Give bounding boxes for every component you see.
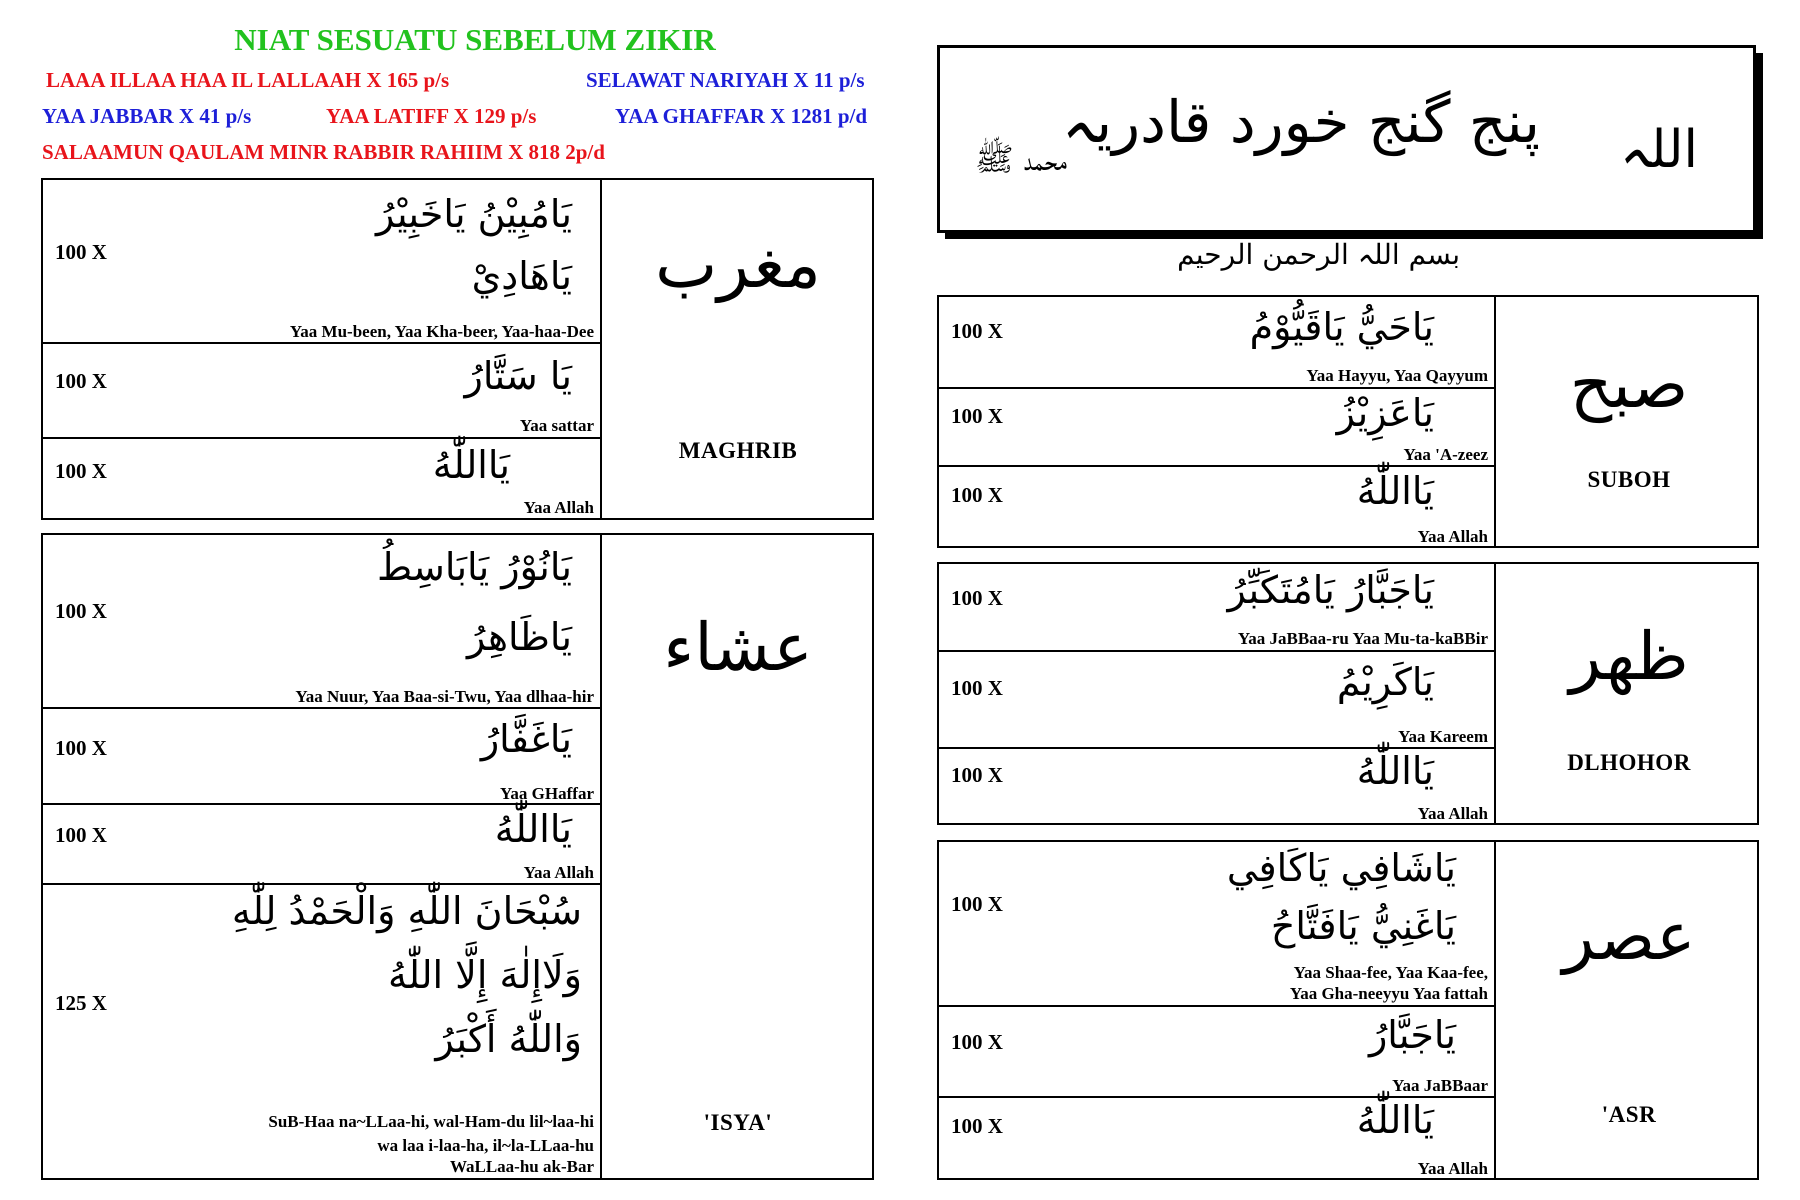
table-row: [939, 1007, 1494, 1098]
transliteration: Yaa JaBBaa-ru Yaa Mu-ta-kaBBir: [1237, 629, 1488, 648]
arabic-dhikr: يَاظَاهِرُ: [467, 615, 572, 659]
niat-line-4: YAA LATIFF X 129 p/s: [326, 104, 537, 128]
table-row: [43, 344, 600, 439]
count-label: 100 X: [951, 1114, 1003, 1138]
table-row: [43, 805, 600, 885]
prayer-name-arabic: ظهر: [1569, 618, 1689, 695]
count-label: 100 X: [951, 483, 1003, 507]
count-label: 100 X: [55, 240, 107, 264]
prayer-name: 'ISYA': [703, 1110, 773, 1135]
bismillah: بسم اللہ الرحمن الرحیم: [1177, 238, 1460, 271]
transliteration: WaLLaa-hu ak-Bar: [449, 1157, 594, 1176]
transliteration: Yaa JaBBaar: [1392, 1076, 1488, 1095]
count-label: 100 X: [55, 599, 107, 623]
niat-line-6: SALAAMUN QAULAM MINR RABBIR RAHIIM X 818 2p/d: [42, 140, 605, 164]
page-title: NIAT SESUATU SEBELUM ZIKIR: [234, 22, 716, 57]
table-row: [939, 389, 1494, 467]
niat-line-3: YAA JABBAR X 41 p/s: [42, 104, 252, 128]
isya-box: [41, 533, 874, 1180]
prayer-name-arabic: عصر: [1562, 898, 1696, 975]
prayer-name-arabic: مغرب: [655, 226, 821, 303]
arabic-dhikr: يَانُوْرُ يَابَاسِطُ: [376, 545, 572, 589]
arabic-dhikr: يَاشَافِي يَاكَافِي: [1226, 846, 1456, 890]
arabic-dhikr: يَاجَبَّارُ: [1368, 1013, 1456, 1057]
table-row: [43, 439, 600, 520]
count-label: 100 X: [951, 404, 1003, 428]
table-row: [939, 842, 1494, 1007]
maghrib-box: [41, 178, 874, 520]
arabic-dhikr: يَااللّٰهُ: [1356, 1098, 1434, 1142]
table-row: [939, 564, 1494, 652]
table-row: [939, 467, 1494, 548]
transliteration: wa laa i-laa-ha, il~la-LLaa-hu: [377, 1136, 594, 1155]
table-row: [939, 297, 1494, 389]
count-label: 100 X: [55, 369, 107, 393]
count-label: 100 X: [951, 586, 1003, 610]
transliteration: Yaa Gha-neeyyu Yaa fattah: [1289, 984, 1488, 1003]
transliteration: Yaa Shaa-fee, Yaa Kaa-fee,: [1293, 963, 1488, 982]
arabic-dhikr: يَاعَزِيْزُ: [1336, 391, 1434, 435]
prayer-name: 'ASR: [1601, 1102, 1657, 1127]
transliteration: Yaa 'A-zeez: [1403, 445, 1488, 464]
count-label: 100 X: [55, 459, 107, 483]
transliteration: SuB-Haa na~LLaa-hi, wal-Ham-du lil~laa-hi: [268, 1112, 594, 1131]
transliteration: Yaa Allah: [1417, 804, 1488, 823]
transliteration: Yaa Kareem: [1398, 727, 1488, 746]
transliteration: Yaa Nuur, Yaa Baa-si-Twu, Yaa dlhaa-hir: [295, 687, 594, 706]
arabic-dhikr: يَاهَادِيْ: [471, 254, 572, 298]
count-label: 100 X: [951, 892, 1003, 916]
transliteration: Yaa sattar: [519, 416, 594, 435]
count-label: 125 X: [55, 991, 107, 1015]
prayer-name: MAGHRIB: [678, 438, 798, 463]
arabic-dhikr: يَا سَتَّارُ: [464, 354, 572, 398]
arabic-dhikr: وَلَاإِلٰهَ إِلَّا اللّٰهُ: [387, 953, 582, 997]
count-label: 100 X: [55, 736, 107, 760]
niat-line-2: SELAWAT NARIYAH X 11 p/s: [586, 68, 865, 92]
prayer-name: DLHOHOR: [1567, 750, 1691, 775]
count-label: 100 X: [951, 676, 1003, 700]
count-label: 100 X: [951, 1030, 1003, 1054]
table-row: [43, 709, 600, 805]
transliteration: Yaa Allah: [523, 863, 594, 882]
arabic-dhikr: يَاغَفَّارُ: [480, 717, 572, 761]
table-row: [939, 1098, 1494, 1180]
muhammad-calligraphy: محمد ﷺ: [975, 140, 1068, 178]
allah-calligraphy: اللہ: [1620, 120, 1698, 180]
arabic-dhikr: يَااللّٰهُ: [1356, 749, 1434, 793]
count-label: 100 X: [55, 823, 107, 847]
niat-line-5: YAA GHAFFAR X 1281 p/d: [615, 104, 868, 128]
transliteration: Yaa GHaffar: [500, 784, 594, 803]
arabic-dhikr: يَامُبِيْنُ يَاخَبِيْرُ: [376, 192, 572, 236]
table-row: [43, 885, 600, 1180]
table-row: [939, 749, 1494, 825]
arabic-dhikr: وَاللّٰهُ أَكْبَرُ: [435, 1017, 582, 1061]
arabic-dhikr: يَااللّٰهُ: [1356, 469, 1434, 513]
niat-line-1: LAAA ILLAA HAA IL LALLAAH X 165 p/s: [46, 68, 450, 92]
arabic-dhikr: يَااللّٰهُ: [432, 443, 510, 487]
dlhohor-box: [937, 562, 1759, 825]
table-row: [43, 535, 600, 709]
transliteration: Yaa Mu-been, Yaa Kha-beer, Yaa-haa-Dee: [289, 322, 594, 341]
title-arabic: پنج گنج خورد قادریہ: [1062, 88, 1540, 156]
transliteration: Yaa Allah: [1417, 1159, 1488, 1178]
prayer-name-arabic: صبح: [1569, 346, 1689, 423]
arabic-dhikr: يَاغَنِيُّ يَافَتَّاحُ: [1270, 904, 1456, 948]
asr-box: [937, 840, 1759, 1180]
arabic-dhikr: سُبْحَانَ اللّٰهِ وَالْحَمْدُ لِلّٰهِ: [231, 889, 582, 933]
table-row: [939, 652, 1494, 749]
arabic-dhikr: يَاكَرِيْمُ: [1336, 660, 1434, 704]
transliteration: Yaa Allah: [523, 498, 594, 517]
table-row: [43, 180, 600, 344]
arabic-dhikr: يَااللّٰهُ: [494, 807, 572, 851]
suboh-box: [937, 295, 1759, 548]
prayer-name: SUBOH: [1587, 467, 1671, 492]
arabic-dhikr: يَاحَيُّ يَاقَيُّوْمُ: [1249, 305, 1434, 349]
title-box-shadow: [1756, 53, 1763, 237]
prayer-name-arabic: عشاء: [663, 609, 813, 686]
arabic-dhikr: يَاجَبَّارُ يَامُتَكَبِّرُ: [1227, 568, 1434, 612]
count-label: 100 X: [951, 319, 1003, 343]
count-label: 100 X: [951, 763, 1003, 787]
transliteration: Yaa Hayyu, Yaa Qayyum: [1306, 366, 1488, 385]
transliteration: Yaa Allah: [1417, 527, 1488, 546]
